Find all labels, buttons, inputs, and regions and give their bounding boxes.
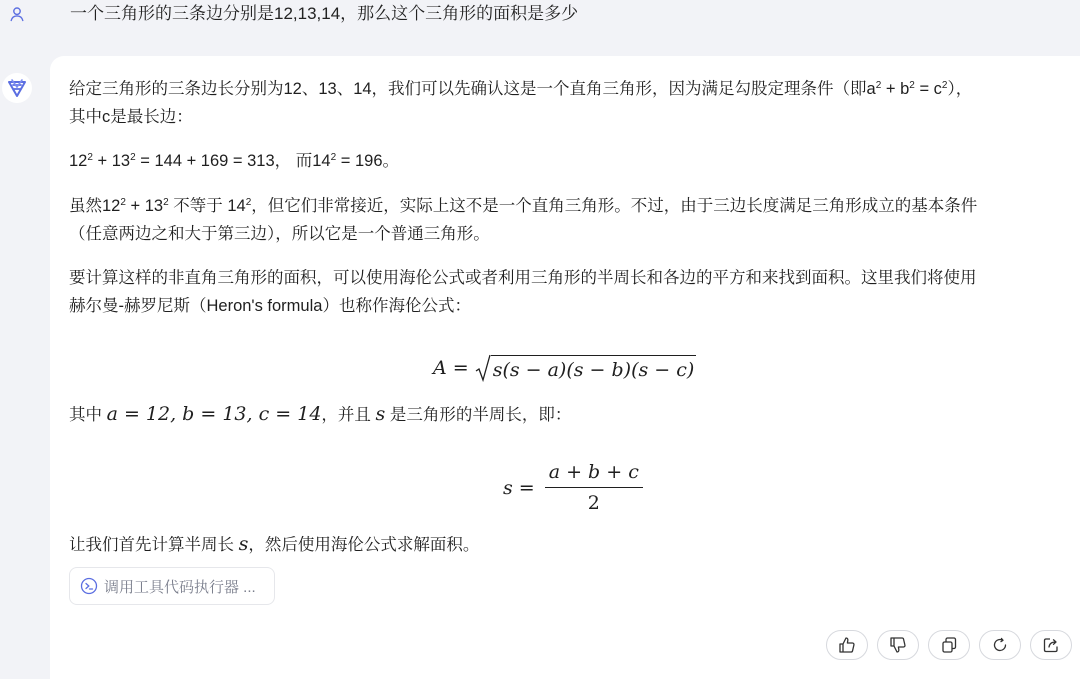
text: = c [914,80,942,98]
superscript: 2 [130,152,136,163]
text: + 13 [125,197,164,215]
radicand: s(s − a)(s − b)(s − c) [491,355,697,382]
superscript: 2 [87,152,93,163]
text: 是三角形的半周长，即： [385,406,572,424]
text: 不等于 14 [168,197,246,215]
text: = 144 + 169 = 313， 而14 [135,152,331,170]
assistant-logo-icon [2,73,32,103]
assistant-message-card [50,56,1080,679]
paragraph-6 [69,532,479,557]
superscript: 2 [163,197,169,208]
paragraph-4-line-1: 要计算这样的非直角三角形的面积，可以使用海伦公式或者利用三角形的半周长和各边的平方和来找到面积。这里我们将使用 [69,269,977,287]
text: + 13 [92,152,131,170]
user-avatar-icon [3,0,31,28]
share-button[interactable] [1030,630,1072,660]
regenerate-button[interactable] [979,630,1021,660]
formula-lhs: A = [433,357,469,379]
text: 让我们首先计算半周长 [69,536,239,554]
paragraph-3-line-2: （任意两边之和大于第三边），所以它是一个普通三角形。 [69,225,490,243]
text: ）， [947,80,973,98]
share-icon [1042,636,1060,654]
paragraph-4-line-2: 赫尔曼-赫罗尼斯（Heron's formula）也称作海伦公式： [69,297,471,315]
superscript: 2 [875,80,882,91]
text: ，但它们非常接近，实际上这不是一个直角三角形。不过，由于三边长度满足三角形成立的基本条件 [251,197,978,215]
square-root [475,354,697,382]
text: 给定三角形的三条边长分别为12、13、14，我们可以先确认这是一个直角三角形，因为满足勾股定理条件（即a [69,80,876,98]
text: ，并且 [321,406,376,424]
superscript: 2 [941,80,948,91]
user-question-text: 一个三角形的三条边分别是12,13,14，那么这个三角形的面积是多少 [70,4,579,23]
numerator: a + b + c [545,461,643,488]
text: 其中 [69,406,107,424]
text: ，然后使用海伦公式求解面积。 [248,536,480,554]
thumbs-up-button[interactable] [826,630,868,660]
text: + b [881,80,910,98]
user-message [0,0,1080,56]
thumbs-up-icon [838,636,856,654]
superscript: 2 [120,197,126,208]
superscript: 2 [909,80,915,91]
terminal-icon [80,577,98,595]
text: 12 [69,152,88,170]
semi-perimeter-formula [503,461,643,514]
text: = 196。 [336,152,400,170]
thumbs-down-icon [889,636,907,654]
paragraph-3-line-1 [69,194,977,218]
inline-math: a = 12, b = 13, c = 14 [106,403,322,425]
inline-math: s [238,533,249,555]
copy-button[interactable] [928,630,970,660]
tool-call-label: 调用工具代码执行器 ... [104,578,256,596]
thumbs-down-button[interactable] [877,630,919,660]
text: 虽然12 [69,197,121,215]
superscript: 2 [245,197,252,208]
paragraph-1-line-2: 其中c是最长边： [69,108,193,126]
denominator: 2 [587,492,600,514]
inline-math: s [375,403,386,425]
paragraph-5 [69,402,571,427]
refresh-icon [991,636,1009,654]
heron-formula [433,352,696,384]
copy-icon [940,636,958,654]
paragraph-1-line-1 [69,77,972,101]
message-actions [826,630,1072,660]
fraction [545,461,643,514]
superscript: 2 [330,152,337,163]
tool-call-code-executor-button[interactable] [69,567,275,605]
paragraph-2 [69,149,399,173]
formula-lhs: s = [503,476,535,499]
radical-sign-icon [475,354,491,382]
